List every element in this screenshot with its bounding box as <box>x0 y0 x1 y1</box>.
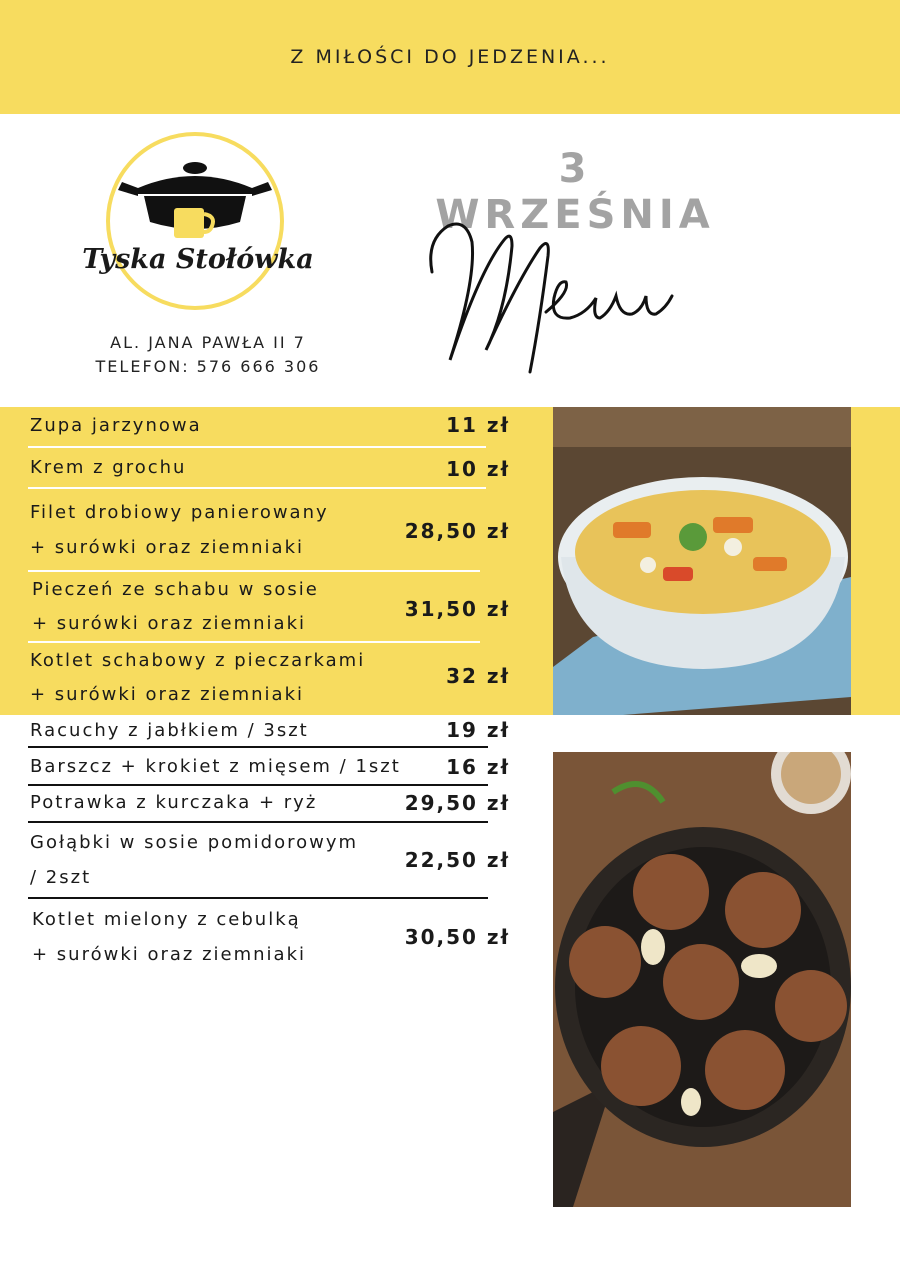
item-subtitle: + surówki oraz ziemniaki <box>30 684 305 705</box>
divider <box>28 446 486 448</box>
item-name: Pieczeń ze schabu w sosie <box>32 579 319 600</box>
item-subtitle: + surówki oraz ziemniaki <box>32 944 307 965</box>
item-price: 30,50 zł <box>404 925 510 949</box>
menu-item <box>30 451 510 485</box>
item-name: Gołąbki w sosie pomidorowym <box>30 832 359 853</box>
item-name: Barszcz + krokiet z mięsem / 1szt <box>30 756 401 777</box>
item-subtitle: / 2szt <box>30 867 92 888</box>
menu-item <box>30 644 510 714</box>
divider <box>28 487 486 489</box>
item-name: Kotlet mielony z cebulką <box>32 909 301 930</box>
item-name: Filet drobiowy panierowany <box>30 502 329 523</box>
soup-photo <box>553 407 851 715</box>
item-price: 22,50 zł <box>404 848 510 872</box>
menu-item <box>30 750 510 784</box>
tagline: Z MIŁOŚCI DO JEDZENIA... <box>290 46 610 68</box>
phone: TELEFON: 576 666 306 <box>95 357 321 376</box>
divider <box>28 641 480 643</box>
item-subtitle: + surówki oraz ziemniaki <box>32 613 307 634</box>
menu-item <box>32 573 512 643</box>
cutlets-photo <box>553 752 851 1207</box>
item-name: Kotlet schabowy z pieczarkami <box>30 650 366 671</box>
menu-title-text: Menu <box>550 370 553 371</box>
item-price: 32 zł <box>446 664 510 688</box>
contact-info <box>80 331 336 379</box>
logo-name: Tyska Stołówka <box>82 244 314 275</box>
item-price: 28,50 zł <box>404 519 510 543</box>
item-price: 16 zł <box>446 755 510 779</box>
item-name: Krem z grochu <box>30 457 187 478</box>
restaurant-logo <box>100 126 290 316</box>
item-price: 29,50 zł <box>404 791 510 815</box>
menu-item <box>30 826 510 896</box>
menu-title <box>420 200 680 380</box>
item-name: Potrawka z kurczaka + ryż <box>30 792 318 813</box>
address: AL. JANA PAWŁA II 7 <box>110 333 306 352</box>
item-price: 19 zł <box>446 718 510 742</box>
menu-item <box>32 903 512 973</box>
item-name: Racuchy z jabłkiem / 3szt <box>30 720 309 741</box>
item-name: Zupa jarzynowa <box>30 415 202 436</box>
item-price: 31,50 zł <box>404 597 510 621</box>
item-subtitle: + surówki oraz ziemniaki <box>30 537 305 558</box>
divider <box>28 570 480 572</box>
item-price: 11 zł <box>446 413 510 437</box>
divider <box>28 821 488 823</box>
menu-date: 3 WRZEŚNIA <box>435 146 715 238</box>
menu-item <box>30 409 510 443</box>
menu-item <box>30 496 510 566</box>
divider <box>28 746 488 748</box>
divider <box>28 897 488 899</box>
menu-item <box>30 714 510 748</box>
item-price: 10 zł <box>446 457 510 481</box>
menu-item <box>30 786 510 820</box>
